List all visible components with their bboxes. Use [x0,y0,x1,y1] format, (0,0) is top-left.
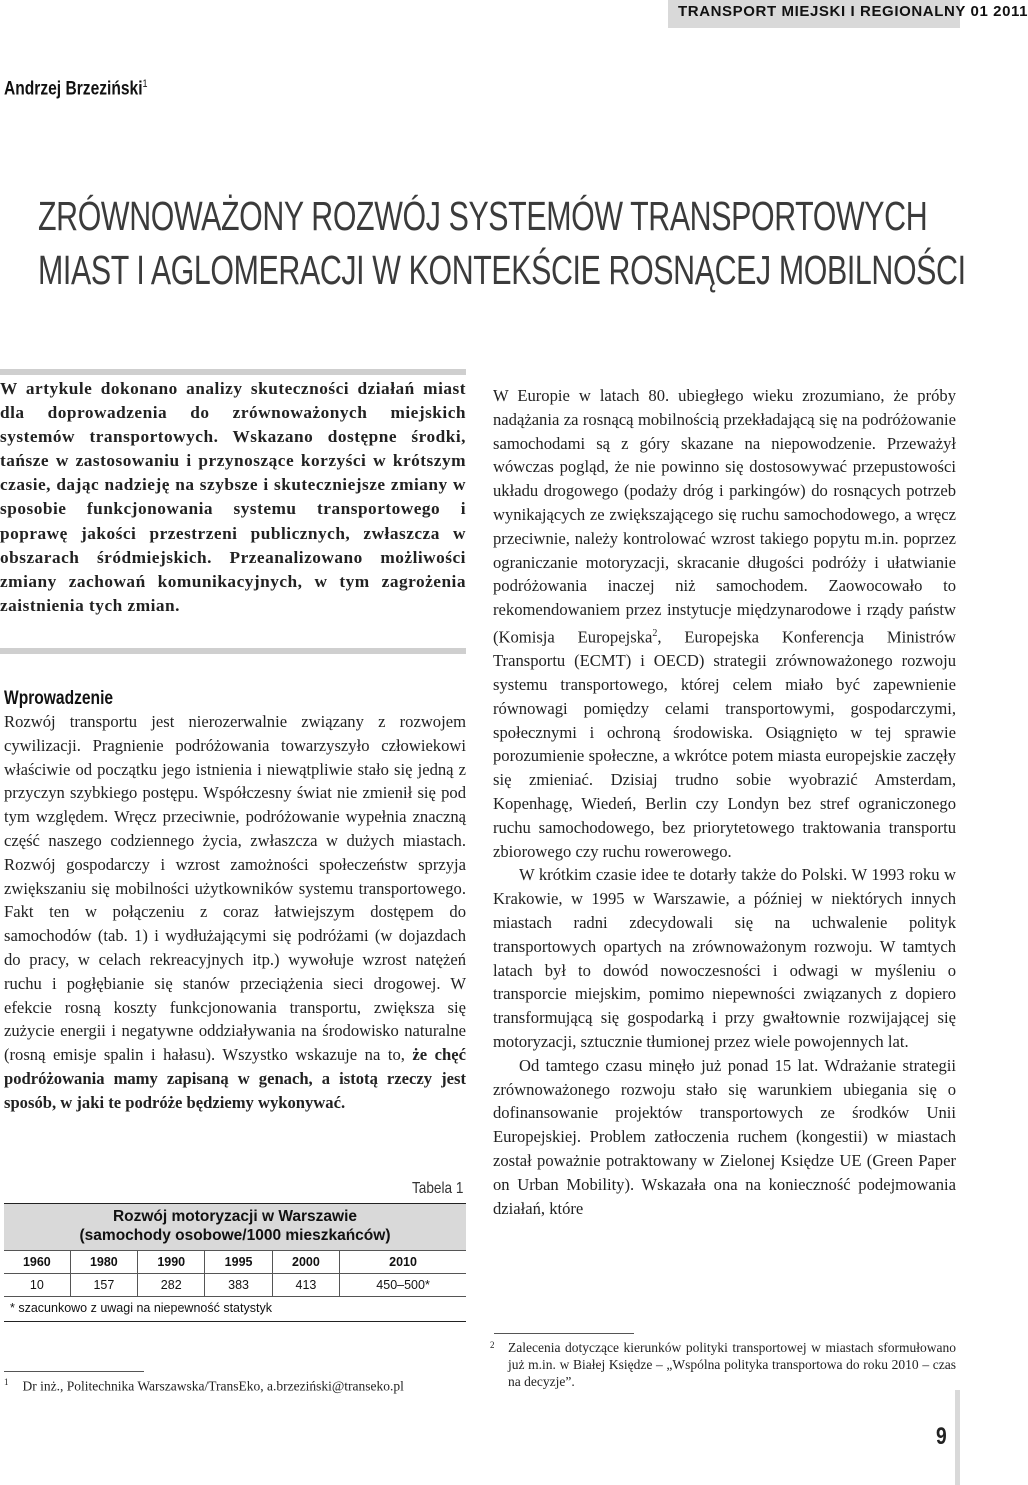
table-cell-value: 157 [70,1274,137,1297]
footnote-rule-left [4,1371,144,1372]
table-cell-value: 413 [272,1274,339,1297]
left-paragraph-1-bold: że chęć podróżowania mamy zapisaną w genach, a istotą rzeczy jest sposób, w jaki te podróże będziemy wykonywać. [4,1045,466,1112]
table-cell-year: 1990 [138,1251,205,1274]
table-row-years [4,1251,466,1274]
footnote-1 [4,1377,474,1395]
table-title-line-2: (samochody osobowe/1000 mieszkańców) [79,1227,391,1244]
abstract-text: W artykule dokonano analizy skuteczności działań miast dla doprowadzenia do zrównoważonych miejskich systemów transportowych. Wskazano dostępne środki, tańsze w zastosowaniu i przynoszące korzyści w krótszym czasie, dając nadzieję na szybsze i skuteczniejsze zmiany w sposobie funkcjonowania systemu transportowego i poprawę jakości przestrzeni publicznych, zwłaszcza w obszarach śródmiejskich. Przeanalizowano możliwości zmiany zachowań komunikacyjnych, w tym zagrożenia zaistnienia tych zmian. [0,379,466,615]
right-paragraph-1 [493,384,956,863]
table-caption: Tabela 1 [412,1180,464,1197]
right-paragraph-1-footnote-mark: 2 [652,627,658,639]
table-row-values [4,1274,466,1297]
table-cell-year: 2000 [272,1251,339,1274]
table-header [4,1203,466,1250]
section-heading: Wprowadzenie [4,688,114,709]
footnote-1-number: 1 [4,1377,9,1387]
right-paragraph-2: W krótkim czasie idee te dotarły także do Polski. W 1993 roku w Krakowie, w 1995 w Warszawie, a później w niektórych innych miastach radni zdecydowali się na uchwalenie polityk transportowych opartych na zrównoważonym rozwoju. W tamtych latach był to dowód nowoczesności i odwagi w myśleniu o transporcie miejskim, pomimo niepewności związanych z dopiero transformującą się gospodarką i przy gwałtownie rozwijającej się motoryzacji, sztucznie tłumionej przez wiele powojennych lat. [493,865,956,1052]
left-paragraph-1-text: Rozwój transportu jest nierozerwalnie związany z rozwojem cywilizacji. Pragnienie podróżowania towarzyszyło człowiekowi właściwie od początku jego istnienia i niewątpliwie stało się jedną z przyczyn szybkiego postępu. Współczesny świat nie zmienił się pod tym względem. Wręcz przeciwnie, podróżowanie wypełnia znaczną część naszego codziennego życia, zwłaszcza w dużych miastach. Rozwój gospodarczy i wzrost zamożności społeczeństw sprzyja zwiększaniu się mobilności użytkowników systemu transportowego. Fakt ten w połączeniu z coraz łatwiejszym dostępem do samochodów (tab. 1) i wydłużającymi się podróżami (w dojazdach do pracy, w celach rekreacyjnych itp.) wywołuje wzrost natężeń ruchu i pogłębianie się stanów przeciążenia sieci drogowej. W efekcie rosną koszty funkcjonowania transportu, zwiększa się zużycie energii i negatywne oddziaływania na środowisko naturalne (rosną emisje spalin i hałasu). Wszystko wskazuje na to, [4,712,466,1065]
table-note [4,1297,466,1322]
abstract [0,377,466,618]
abstract-top-rule [0,369,466,375]
left-column [4,710,466,1115]
footnote-1-text: Dr inż., Politechnika Warszawska/TransEko, a.brzeziński@transeko.pl [22,1378,404,1394]
article-title-line-1: ZRÓWNOWAŻONY ROZWÓJ SYSTEMÓW TRANSPORTOWYCH [38,193,928,239]
side-band [955,1390,960,1485]
page-number: 9 [936,1423,947,1450]
table-cell-year: 2010 [340,1251,466,1274]
table-title-line-1: Rozwój motoryzacji w Warszawie [112,1208,358,1225]
right-column [493,384,956,1220]
author-name-text: Andrzej Brzeziński [4,78,143,100]
footnote-rule-right [494,1333,634,1334]
table-cell-value: 383 [205,1274,272,1297]
table-note-text: * szacunkowo z uwagi na niepewność statystyk [10,1301,272,1315]
table-cell-value: 450–500* [340,1274,466,1297]
motorization-table [4,1250,466,1297]
footnote-2-text: Zalecenia dotyczące kierunków polityki transportowej w miastach sformułowano już m.in. w Białej Księdze – „Wspólna polityka transportowa do roku 2010 – czas na decyzje”. [508,1340,956,1389]
table-cell-year: 1980 [70,1251,137,1274]
author-name [4,78,148,100]
right-paragraph-3: Od tamtego czasu minęło już ponad 15 lat. Wdrażanie strategii zrównoważonego rozwoju stało się warunkiem ubiegania się o dofinansowanie projektów transportowych ze środków Unii Europejskiej. Problem zatłoczenia ruchem (kongestii) w miastach został poważnie potraktowany w Zielonej Księdze UE (Green Paper on Urban Mobility). Wskazała ona na konieczność podejmowania działań, które [493,1055,956,1218]
right-paragraph-1-text-a: W Europie w latach 80. ubiegłego wieku zrozumiano, że próby nadążania za rosnącą mobilnością przekładającą się na podróżowanie samochodami są z góry skazane na niepowodzenie. Przeważył wówczas pogląd, że nie powinno się dostosowywać przepustowości układu drogowego (podaży dróg i parkingów) do rosnących potrzeb wynikających ze zwiększającego się ruchu samochodowego, a wręcz przeciwnie, należy kontrolować wzrost takiego popytu m.in. poprzez ograniczanie motoryzacji, skracanie długości podróży i ułatwianie podróżowania inaczej niż samochodem. Zaowocowało to rekomendowaniem przez instytucje międzynarodowe i rządy państw (Komisja Europejska [493,386,956,647]
author-footnote-mark: 1 [142,78,148,90]
journal-header: TRANSPORT MIEJSKI I REGIONALNY 01 2011 [678,3,1028,20]
table-cell-year: 1960 [4,1251,70,1274]
footnote-2-number: 2 [490,1340,495,1350]
left-paragraph-1 [4,710,466,1115]
table-cell-year: 1995 [205,1251,272,1274]
abstract-bottom-rule [0,648,466,654]
article-title-line-2: MIAST I AGLOMERACJI W KONTEKŚCIE ROSNĄCEJ MOBILNOŚCI [38,247,966,293]
right-paragraph-1-text-b: , Europejska Konferencja Ministrów Transportu (ECMT) i OECD) strategii zrównoważonego rozwoju systemu transportowego, której celem miało być zapewnienie równowagi pomiędzy celami transportowymi, gospodarczymi, społecznymi i ochroną środowiska. Osiągnięto w tej sprawie porozumienie społeczne, a wkrótce potem miasta europejskie zaczęły się zmieniać. Dzisiaj trudno sobie wyobrazić Amsterdam, Kopenhagę, Wiedeń, Berlin czy Londyn bez stref ograniczonego ruchu samochodowego, bez priorytetowego traktowania transportu zbiorowego czy ruchu rowerowego. [493,627,956,861]
table-cell-value: 10 [4,1274,70,1297]
table-cell-value: 282 [138,1274,205,1297]
